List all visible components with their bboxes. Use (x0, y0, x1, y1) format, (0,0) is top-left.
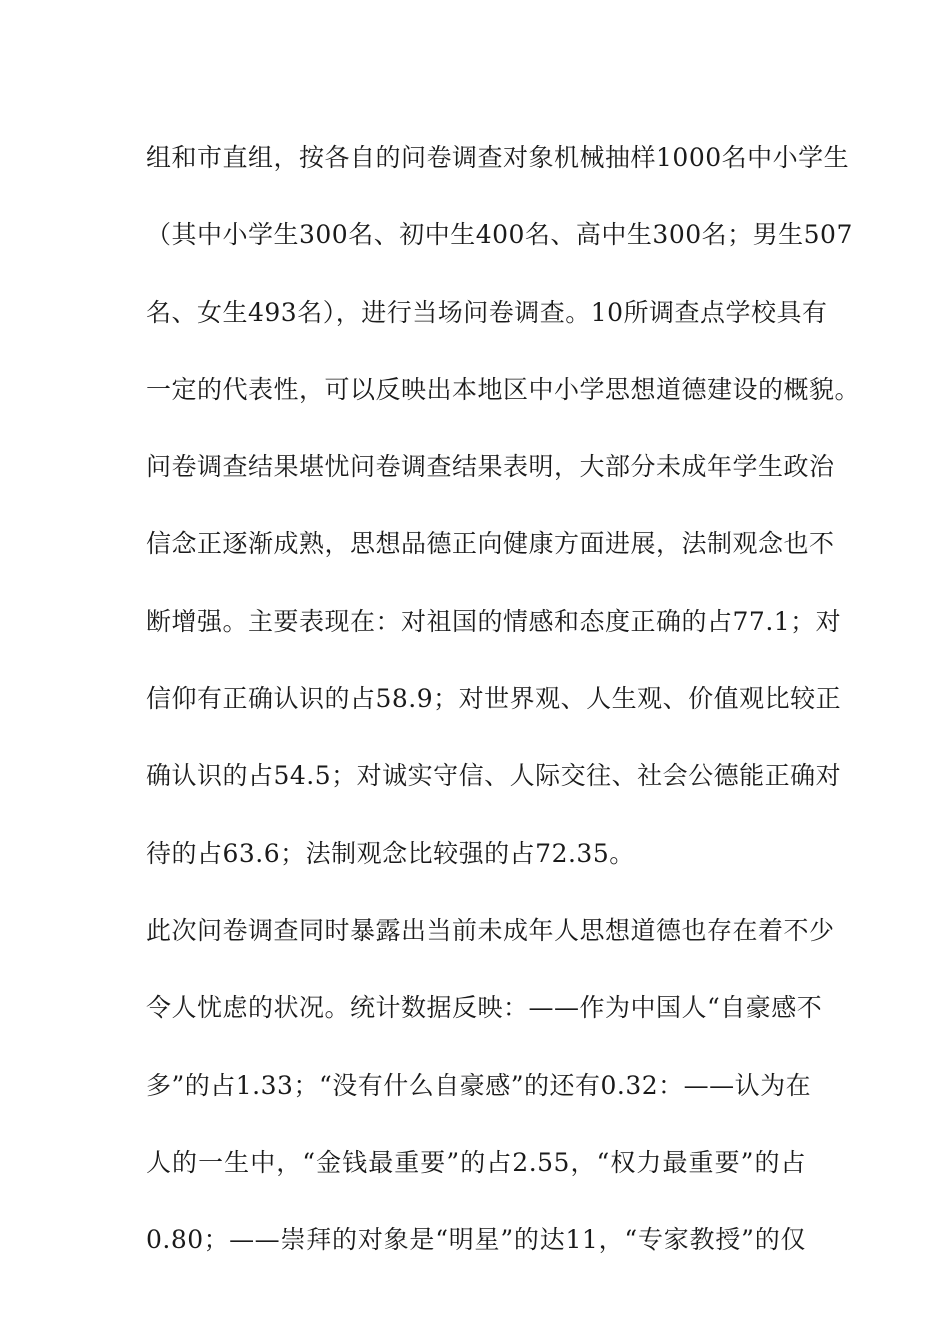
text-line: 信念正逐渐成熟，思想品德正向健康方面进展，法制观念也不 (146, 529, 835, 559)
text-line: （其中小学生300名、初中生400名、高中生300名；男生507 (146, 220, 853, 250)
text-line: 组和市直组，按各自的问卷调查对象机械抽样1000名中小学生 (146, 143, 850, 172)
text-line: 问卷调查结果堪忧问卷调查结果表明，大部分未成年学生政治 (146, 452, 835, 482)
text-line: 多”的占1.33；“没有什么自豪感”的还有0.32：——认为在 (146, 1070, 812, 1100)
text-line: 名、女生493名），进行当场问卷调查。10所调查点学校具有 (146, 297, 828, 327)
text-line: 待的占63.6；法制观念比较强的占72.35。 (146, 838, 635, 868)
text-line: 一定的代表性，可以反映出本地区中小学思想道德建设的概貌。 (146, 374, 861, 404)
body-text (146, 126, 861, 1285)
text-line: 0.80；——崇拜的对象是“明星”的达11，“专家教授”的仅 (146, 1225, 806, 1255)
text-line: 信仰有正确认识的占58.9；对世界观、人生观、价值观比较正 (146, 684, 842, 714)
text-line: 人的一生中，“金钱最重要”的占2.55，“权力最重要”的占 (146, 1147, 806, 1177)
text-line: 确认识的占54.5；对诚实守信、人际交往、社会公德能正确对 (146, 761, 842, 791)
text-line: 令人忧虑的状况。统计数据反映：——作为中国人“自豪感不 (146, 993, 823, 1023)
text-line: 此次问卷调查同时暴露出当前未成年人思想道德也存在着不少 (146, 915, 835, 945)
text-line: 断增强。主要表现在：对祖国的情感和态度正确的占77.1；对 (146, 606, 842, 636)
